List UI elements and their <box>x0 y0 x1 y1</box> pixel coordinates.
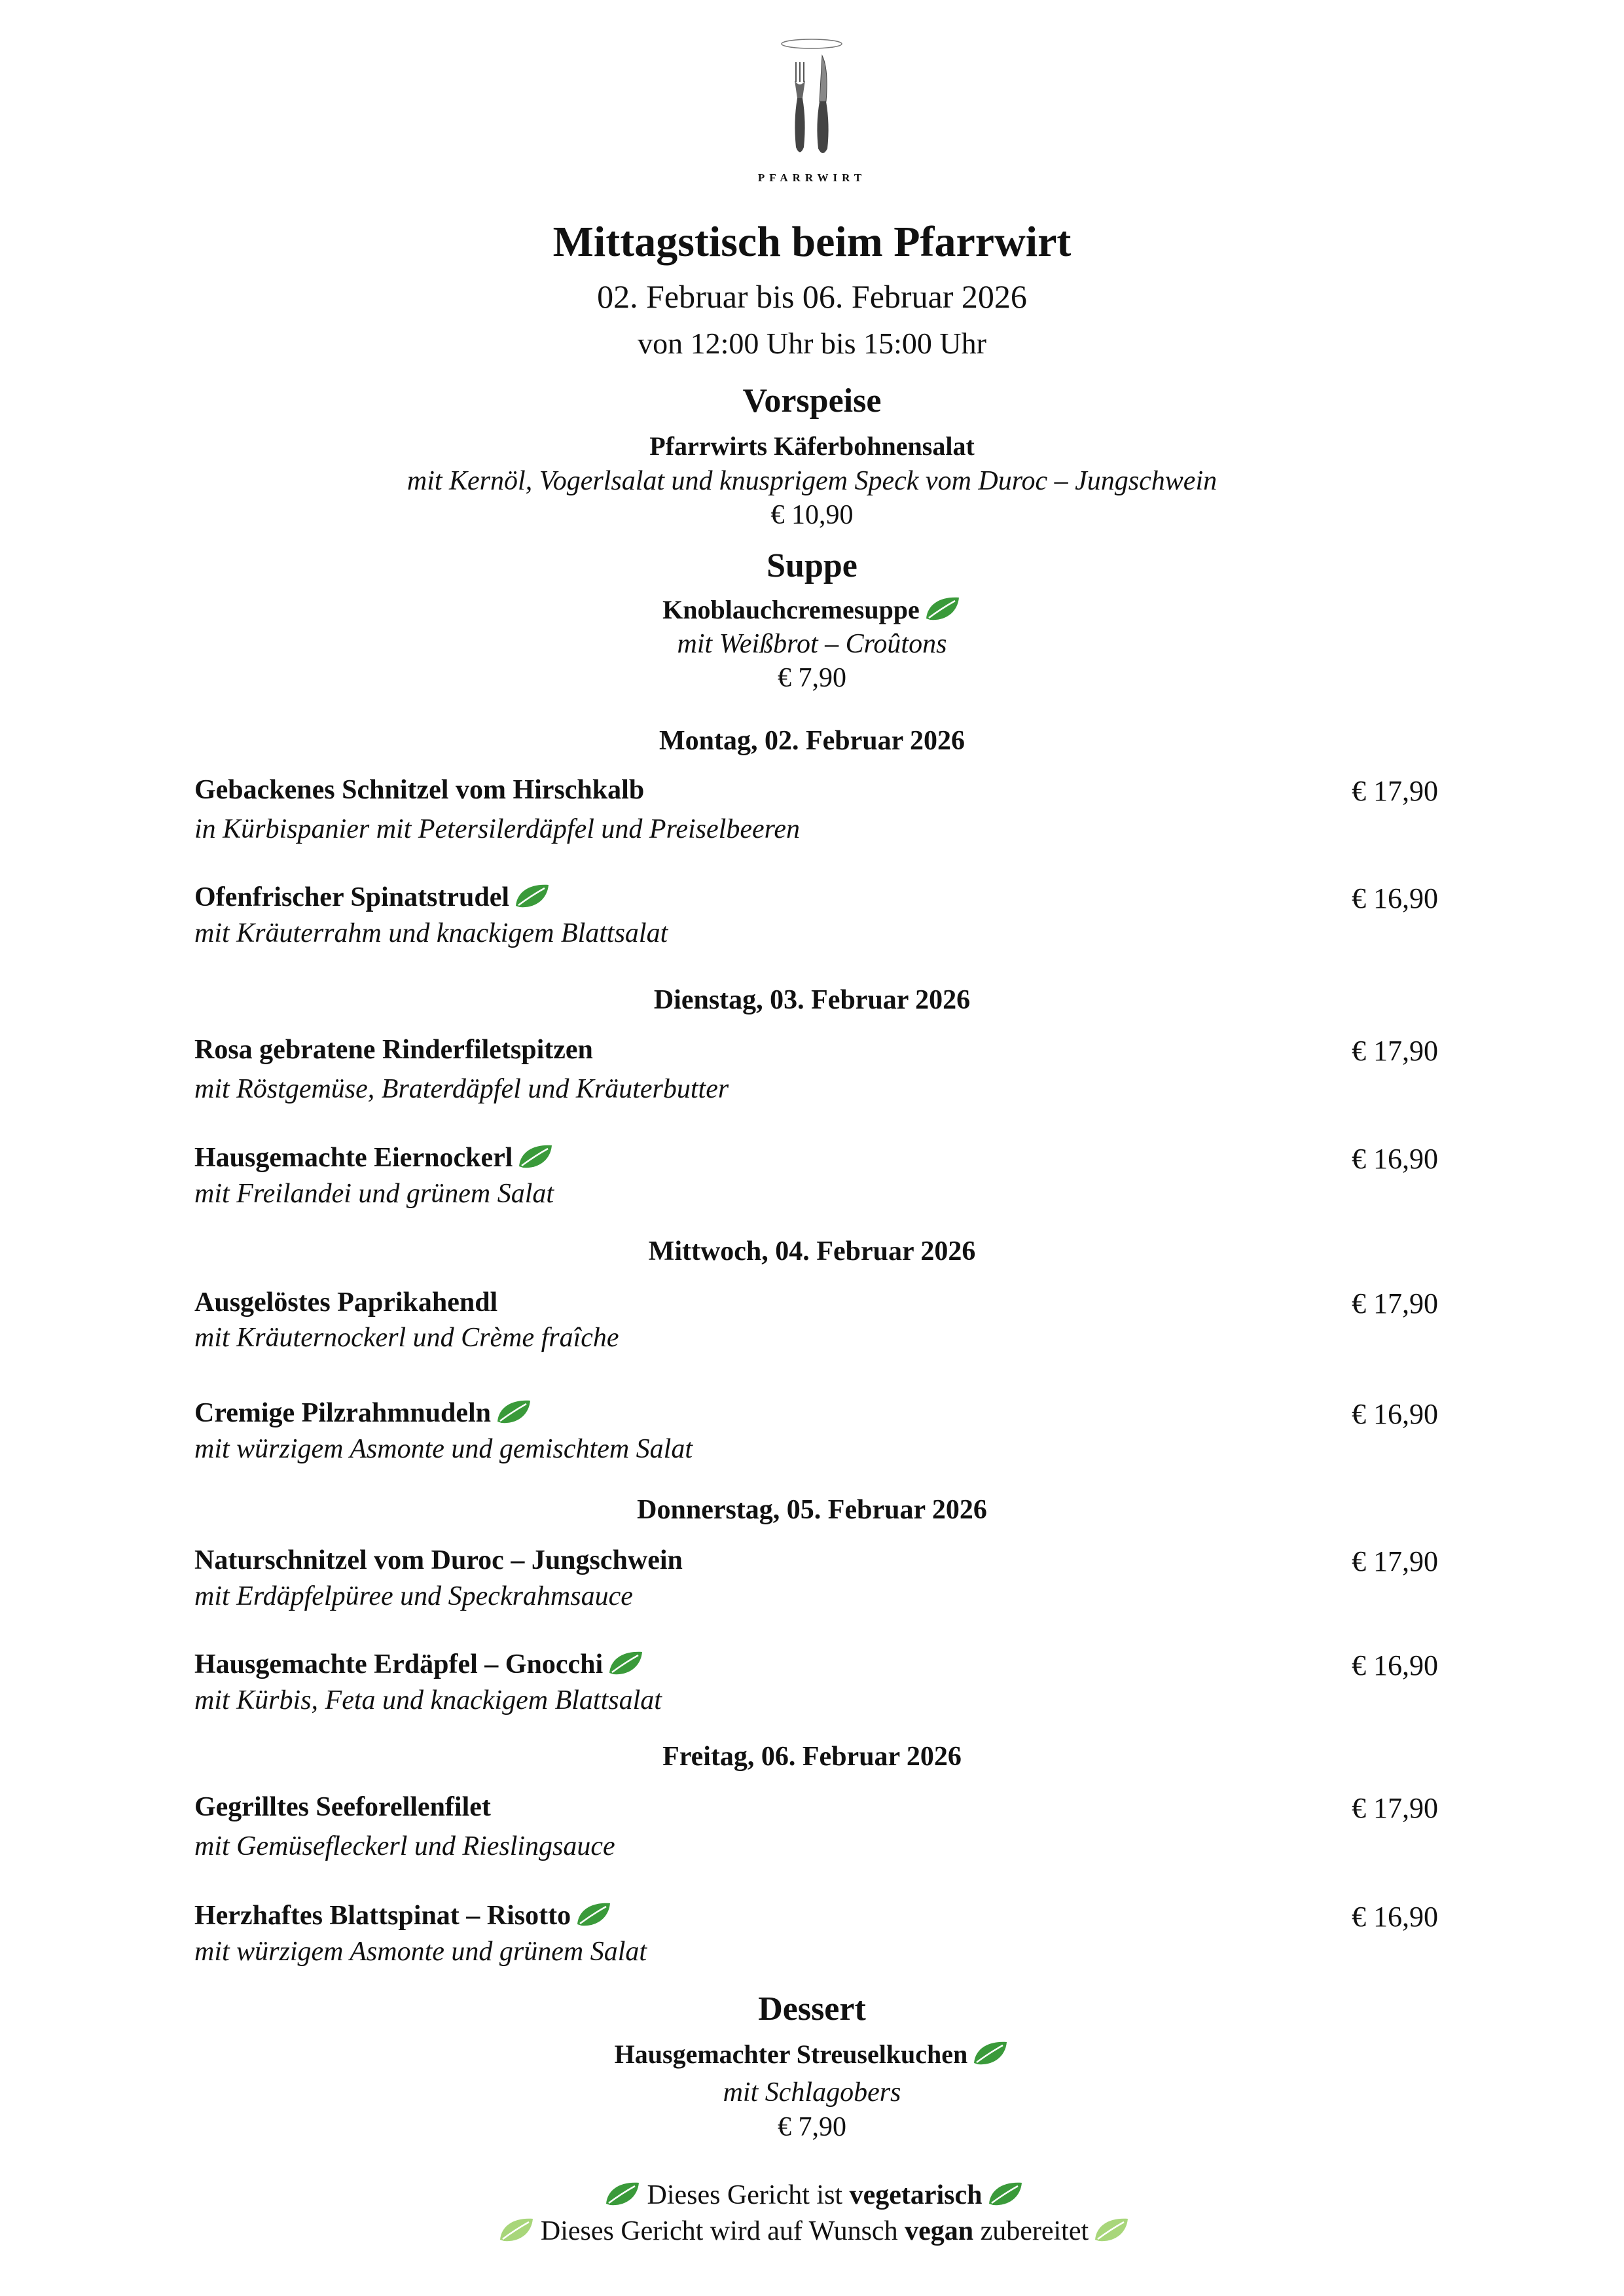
dish-name: Ofenfrischer Spinatstrudel <box>194 882 510 912</box>
dish-row <box>194 1649 1438 1688</box>
legend-vegan-text: Dieses Gericht wird auf Wunsch <box>540 2216 898 2246</box>
legend-vegan <box>0 2215 1624 2247</box>
legend-vegan-bold: vegan <box>905 2216 974 2246</box>
dish-row <box>194 1142 1438 1181</box>
dish-desc: mit Kräuternockerl und Crème fraîche <box>194 1323 619 1353</box>
legend-vegan-post: zubereitet <box>980 2216 1089 2246</box>
dish-price: € 16,90 <box>1352 1901 1438 1933</box>
dish-name-wrap <box>194 1142 554 1174</box>
vegetarian-leaf-icon <box>986 2180 1024 2208</box>
section-heading-suppe: Suppe <box>767 547 857 584</box>
section-heading-dessert: Dessert <box>758 1990 866 2028</box>
dish-row <box>194 1545 1438 1584</box>
dish-price: € 16,90 <box>1352 882 1438 914</box>
vegan-leaf-icon <box>497 2216 535 2244</box>
dish-name: Rosa gebratene Rinderfiletspitzen <box>194 1035 593 1065</box>
dish-desc: mit würzigem Asmonte und grünem Salat <box>194 1937 647 1967</box>
dish-row <box>194 1397 1438 1437</box>
vorspeise-name: Pfarrwirts Käferbohnensalat <box>649 431 975 461</box>
brand-name: PFARRWIRT <box>757 171 867 184</box>
dish-name: Ausgelöstes Paprikahendl <box>194 1287 498 1318</box>
dish-row <box>194 882 1438 921</box>
legend-vegetarian-text: Dieses Gericht ist <box>647 2180 843 2210</box>
dish-desc: mit Erdäpfelpüree und Speckrahmsauce <box>194 1581 633 1611</box>
day-heading: Dienstag, 03. Februar 2026 <box>653 985 971 1015</box>
date-range: 02. Februar bis 06. Februar 2026 <box>597 278 1027 315</box>
suppe-item <box>0 594 1624 625</box>
dish-desc: in Kürbispanier mit Petersilerdäpfel und Preiselbeeren <box>194 814 801 844</box>
dish-price: € 17,90 <box>1352 1035 1438 1067</box>
dish-row <box>194 1287 1438 1326</box>
vegetarian-leaf-icon <box>575 1901 613 1928</box>
dish-desc: mit Kürbis, Feta und knackigem Blattsalat <box>194 1685 662 1715</box>
legend-vegetarian <box>0 2179 1624 2211</box>
dish-price: € 17,90 <box>1352 775 1438 807</box>
suppe-name: Knoblauchcremesuppe <box>662 595 920 624</box>
day-heading: Donnerstag, 05. Februar 2026 <box>637 1495 987 1525</box>
vegetarian-leaf-icon <box>495 1398 533 1426</box>
dish-price: € 17,90 <box>1352 1792 1438 1824</box>
dish-price: € 16,90 <box>1352 1143 1438 1175</box>
dessert-desc: mit Schlagobers <box>723 2077 901 2108</box>
dish-name: Hausgemachte Eiernockerl <box>194 1143 513 1173</box>
pfarrwirt-logo <box>772 36 851 160</box>
dish-name: Gebackenes Schnitzel vom Hirschkalb <box>194 775 645 805</box>
vegetarian-leaf-icon <box>924 595 962 622</box>
dish-desc: mit Kräuterrahm und knackigem Blattsalat <box>194 918 668 948</box>
dish-desc: mit Freilandei und grünem Salat <box>194 1179 554 1209</box>
dish-name: Gegrilltes Seeforellenfilet <box>194 1792 491 1822</box>
dish-price: € 16,90 <box>1352 1398 1438 1430</box>
dish-name-wrap <box>194 1649 645 1680</box>
day-heading: Freitag, 06. Februar 2026 <box>662 1742 962 1772</box>
dish-row <box>194 774 1438 814</box>
dish-price: € 17,90 <box>1352 1287 1438 1319</box>
dish-name: Hausgemachte Erdäpfel – Gnocchi <box>194 1649 604 1679</box>
vegan-leaf-icon <box>1092 2216 1130 2244</box>
suppe-price: € 7,90 <box>778 663 846 693</box>
vegetarian-leaf-icon <box>513 882 551 910</box>
dish-name-wrap <box>194 1397 533 1429</box>
day-heading: Montag, 02. Februar 2026 <box>659 726 965 756</box>
dish-name: Naturschnitzel vom Duroc – Jungschwein <box>194 1545 683 1575</box>
fork-knife-icon <box>772 36 851 160</box>
dish-price: € 16,90 <box>1352 1649 1438 1681</box>
dish-name: Cremige Pilzrahmnudeln <box>194 1398 492 1428</box>
dish-row <box>194 1791 1438 1831</box>
legend-vegetarian-bold: vegetarisch <box>849 2180 983 2210</box>
vegetarian-leaf-icon <box>516 1143 554 1170</box>
section-heading-vorspeise: Vorspeise <box>742 382 882 420</box>
dish-price: € 17,90 <box>1352 1545 1438 1577</box>
opening-hours: von 12:00 Uhr bis 15:00 Uhr <box>638 327 986 360</box>
page-title: Mittagstisch beim Pfarrwirt <box>552 218 1072 266</box>
dessert-name: Hausgemachter Streuselkuchen <box>614 2039 968 2069</box>
dish-name: Herzhaftes Blattspinat – Risotto <box>194 1901 571 1931</box>
dish-row <box>194 1034 1438 1073</box>
vegetarian-leaf-icon <box>604 2180 641 2208</box>
dish-desc: mit würzigem Asmonte und gemischtem Salat <box>194 1434 693 1464</box>
vegetarian-leaf-icon <box>971 2039 1009 2067</box>
dish-name-wrap <box>194 882 551 913</box>
dessert-price: € 7,90 <box>778 2112 846 2142</box>
suppe-desc: mit Weißbrot – Croûtons <box>677 629 947 659</box>
vorspeise-desc: mit Kernöl, Vogerlsalat und knusprigem Speck vom Duroc – Jungschwein <box>406 466 1218 496</box>
dish-desc: mit Röstgemüse, Braterdäpfel und Kräuterbutter <box>194 1074 729 1104</box>
dish-name-wrap <box>194 1900 613 1931</box>
vorspeise-price: € 10,90 <box>770 500 854 530</box>
dish-desc: mit Gemüsefleckerl und Rieslingsauce <box>194 1831 615 1861</box>
dish-row <box>194 1900 1438 1939</box>
vegetarian-leaf-icon <box>607 1649 645 1677</box>
dessert-item <box>0 2039 1624 2070</box>
day-heading: Mittwoch, 04. Februar 2026 <box>648 1236 976 1266</box>
